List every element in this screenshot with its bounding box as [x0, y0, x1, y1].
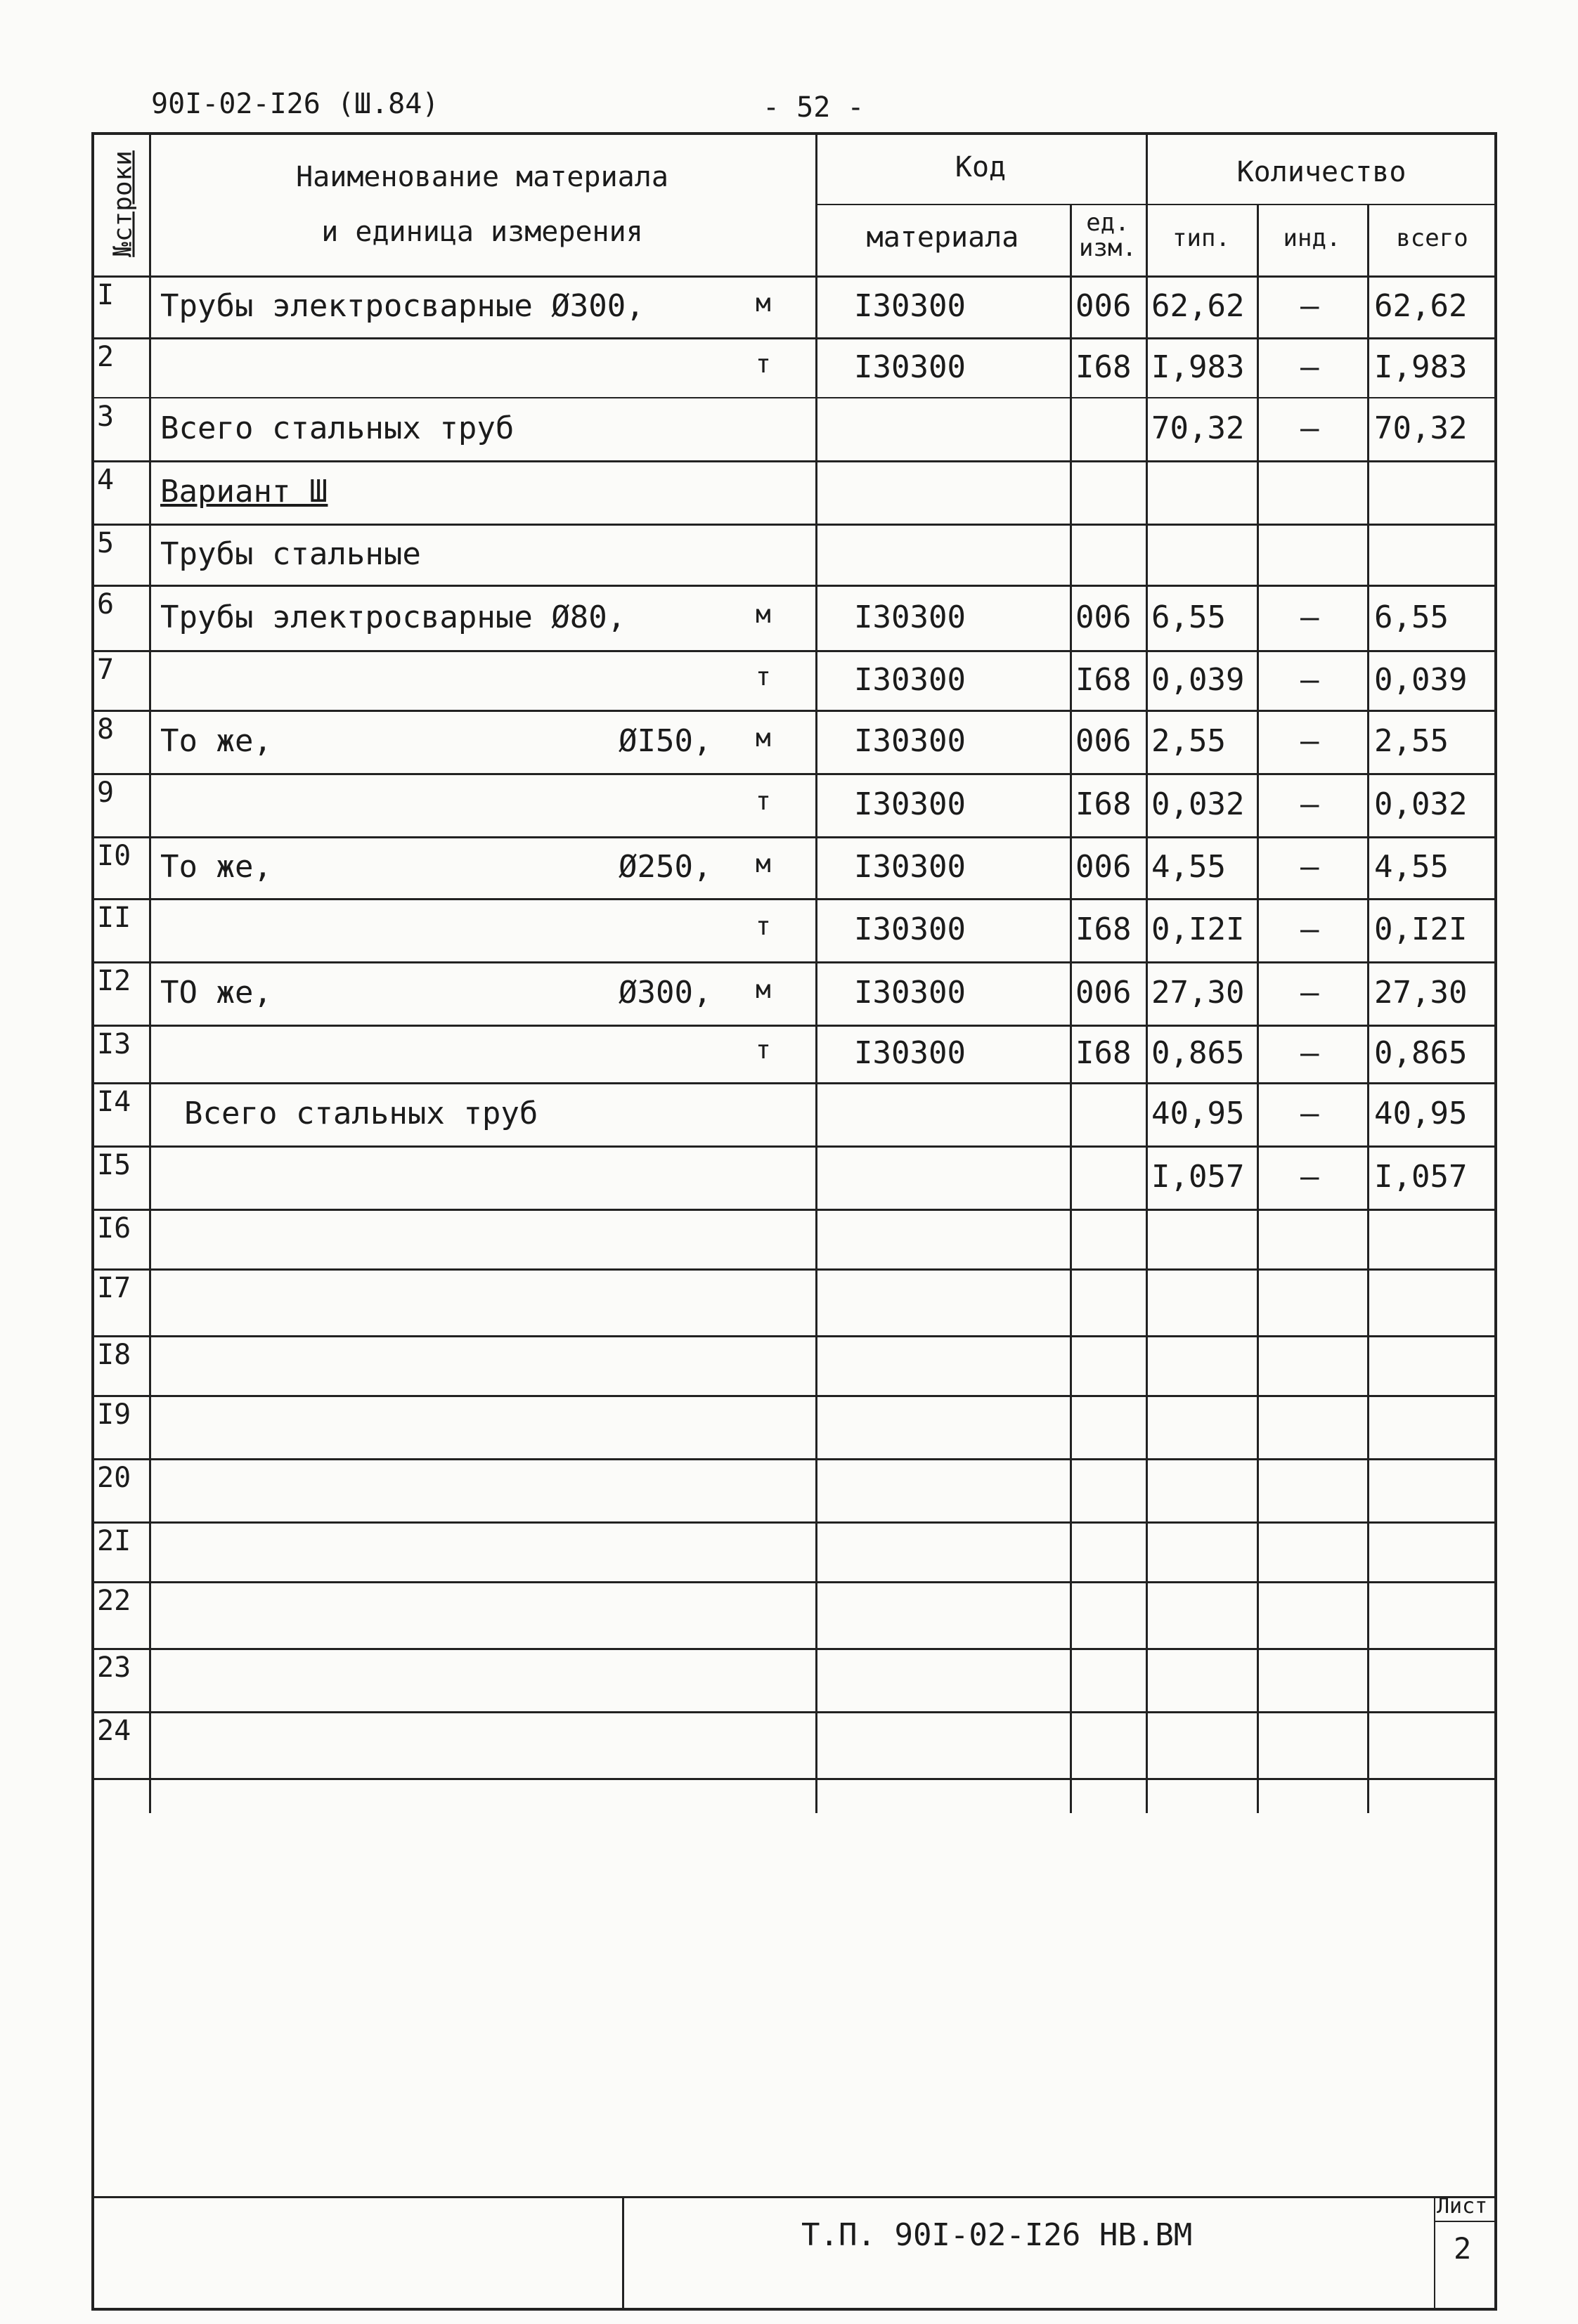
quantity-total: 70,32 [1374, 410, 1468, 446]
row-divider [91, 1145, 1497, 1148]
row-number: II [97, 902, 131, 934]
row-number: 22 [97, 1585, 131, 1617]
material-code: I30300 [854, 599, 966, 635]
row-divider [91, 1581, 1497, 1583]
material-code: I30300 [854, 661, 966, 698]
code-header: Код [955, 151, 1007, 183]
row-number: 2I [97, 1525, 131, 1557]
quantity-total: 62,62 [1374, 288, 1468, 324]
title-block-top-line [91, 2196, 1497, 2198]
unit: м [756, 850, 771, 878]
row-number: I3 [97, 1028, 131, 1060]
row-divider [91, 710, 1497, 712]
quantity-ind: – [1300, 661, 1319, 698]
quantity-typ: 0,039 [1151, 661, 1245, 698]
material-name: ТО же, [160, 975, 272, 1011]
quantity-total: 0,039 [1374, 661, 1468, 698]
diameter: Ø300, [619, 975, 712, 1011]
quantity-typ: 2,55 [1151, 723, 1226, 759]
material-name: Трубы электросварные Ø80, [160, 599, 626, 635]
row-divider [91, 898, 1497, 900]
material-name: Всего стальных труб [184, 1096, 538, 1131]
row-divider [91, 1458, 1497, 1460]
name-header-line2: и единица измерения [321, 216, 643, 248]
row-number: I0 [97, 840, 131, 872]
sheet-box-left-line [1434, 2196, 1435, 2311]
typ-header: тип. [1172, 224, 1230, 252]
header-mid-line [815, 204, 1497, 205]
material-code-header: материала [866, 221, 1019, 254]
unit: м [756, 975, 771, 1004]
row-divider [91, 1335, 1497, 1337]
unit-code: 006 [1075, 599, 1132, 635]
row-number: 23 [97, 1651, 131, 1684]
quantity-header: Количество [1236, 156, 1406, 188]
unit: м [756, 289, 771, 318]
unit: м [756, 599, 771, 629]
row-divider [91, 1648, 1497, 1650]
quantity-ind: – [1300, 599, 1319, 635]
row-divider [91, 585, 1497, 587]
quantity-typ: 0,865 [1151, 1035, 1245, 1071]
unit-code: 006 [1075, 288, 1132, 324]
col-line-rowno [149, 132, 151, 1813]
row-divider [91, 1025, 1497, 1027]
document-code: 90I-02-I26 (Ш.84) [151, 88, 439, 120]
material-code: I30300 [854, 349, 966, 385]
col-line-code [1070, 204, 1072, 1813]
quantity-typ: 27,30 [1151, 975, 1245, 1011]
quantity-ind: – [1300, 786, 1319, 822]
quantity-ind: – [1300, 1096, 1319, 1131]
document-designation: Т.П. 90I-02-I26 НВ.ВМ [801, 2217, 1193, 2253]
unit-code: 006 [1075, 723, 1132, 759]
quantity-typ: 6,55 [1151, 599, 1226, 635]
row-number: 6 [97, 588, 115, 621]
row-number: 5 [97, 527, 115, 559]
row-divider [91, 1521, 1497, 1524]
quantity-ind: – [1300, 849, 1319, 885]
quantity-total: 40,95 [1374, 1096, 1468, 1131]
unit: т [756, 787, 771, 816]
diameter: ØI50, [619, 723, 712, 759]
unit-code: I68 [1075, 786, 1132, 822]
unit-code: I68 [1075, 661, 1132, 698]
quantity-total: 0,032 [1374, 786, 1468, 822]
row-number: 24 [97, 1715, 131, 1747]
unit-code: I68 [1075, 1035, 1132, 1071]
header-bottom-line [91, 275, 1497, 278]
row-number: 9 [97, 777, 115, 809]
quantity-typ: 40,95 [1151, 1096, 1245, 1131]
row-number-header: №строки [108, 150, 138, 257]
material-name: Трубы электросварные Ø300, [160, 288, 645, 324]
form-frame [91, 132, 1497, 2311]
unit: т [756, 912, 771, 941]
row-divider [91, 1268, 1497, 1271]
row-number: 7 [97, 654, 115, 686]
row-divider [91, 1778, 1497, 1780]
unit-code: 006 [1075, 849, 1132, 885]
row-number: I8 [97, 1339, 131, 1371]
diameter: Ø250, [619, 849, 712, 885]
col-line-typ [1257, 204, 1259, 1813]
quantity-ind: – [1300, 349, 1319, 385]
row-number: I4 [97, 1086, 131, 1118]
quantity-typ: I,983 [1151, 349, 1245, 385]
material-code: I30300 [854, 911, 966, 947]
row-divider [91, 961, 1497, 963]
row-number: 4 [97, 464, 115, 496]
quantity-ind: – [1300, 410, 1319, 446]
row-divider [91, 773, 1497, 775]
quantity-total: 0,I2I [1374, 911, 1468, 947]
quantity-total: 27,30 [1374, 975, 1468, 1011]
material-code: I30300 [854, 975, 966, 1011]
unit: т [756, 349, 771, 379]
quantity-ind: – [1300, 723, 1319, 759]
row-divider [91, 460, 1497, 462]
title-block-divider [622, 2196, 624, 2311]
sheet-box-mid-line [1434, 2221, 1497, 2222]
quantity-ind: – [1300, 288, 1319, 324]
quantity-total: 2,55 [1374, 723, 1449, 759]
total-header: всего [1396, 224, 1468, 252]
quantity-typ: I,057 [1151, 1159, 1245, 1195]
sheet-label: Лист [1437, 2194, 1488, 2219]
row-number: 2 [97, 341, 115, 373]
unit: м [756, 724, 771, 753]
page-number: - 52 - [763, 91, 865, 124]
col-line-unit [1146, 132, 1148, 1813]
row-divider [91, 1209, 1497, 1211]
row-divider [91, 1711, 1497, 1713]
quantity-total: I,057 [1374, 1159, 1468, 1195]
col-line-name [815, 132, 817, 1813]
quantity-typ: 4,55 [1151, 849, 1226, 885]
row-number: 20 [97, 1462, 131, 1494]
unit-code: I68 [1075, 911, 1132, 947]
row-number: I [97, 279, 115, 311]
quantity-total: 6,55 [1374, 599, 1449, 635]
quantity-total: 4,55 [1374, 849, 1449, 885]
row-number: I2 [97, 965, 131, 997]
material-name: Трубы стальные [160, 535, 421, 572]
material-code: I30300 [854, 288, 966, 324]
name-header-line1: Наименование материала [296, 161, 668, 193]
quantity-ind: – [1300, 975, 1319, 1011]
quantity-total: 0,865 [1374, 1035, 1468, 1071]
row-number: I6 [97, 1212, 131, 1245]
row-divider [91, 836, 1497, 838]
unit: т [756, 662, 771, 692]
unit-code-header: ед. изм. [1079, 209, 1137, 262]
row-divider [91, 337, 1497, 339]
material-name: Всего стальных труб [160, 410, 515, 446]
material-name: То же, [160, 723, 272, 759]
quantity-typ: 70,32 [1151, 410, 1245, 446]
row-number: 8 [97, 713, 115, 746]
row-number: I9 [97, 1398, 131, 1431]
quantity-typ: 62,62 [1151, 288, 1245, 324]
row-divider [91, 1082, 1497, 1084]
row-divider [91, 524, 1497, 526]
quantity-total: I,983 [1374, 349, 1468, 385]
quantity-typ: 0,032 [1151, 786, 1245, 822]
row-divider [91, 397, 1497, 398]
quantity-ind: – [1300, 1035, 1319, 1071]
unit: т [756, 1036, 771, 1065]
row-number: 3 [97, 401, 115, 433]
material-name: Вариант Ш [160, 474, 328, 509]
col-line-ind [1367, 204, 1369, 1813]
row-divider [91, 1395, 1497, 1397]
quantity-ind: – [1300, 911, 1319, 947]
unit-code: I68 [1075, 349, 1132, 385]
material-code: I30300 [854, 723, 966, 759]
material-code: I30300 [854, 786, 966, 822]
sheet-number: 2 [1454, 2231, 1472, 2266]
quantity-typ: 0,I2I [1151, 911, 1245, 947]
material-name: То же, [160, 849, 272, 885]
quantity-ind: – [1300, 1159, 1319, 1195]
row-number: I7 [97, 1272, 131, 1304]
row-number: I5 [97, 1149, 131, 1181]
material-code: I30300 [854, 1035, 966, 1071]
row-divider [91, 650, 1497, 652]
unit-code: 006 [1075, 975, 1132, 1011]
material-code: I30300 [854, 849, 966, 885]
ind-header: инд. [1283, 224, 1341, 252]
